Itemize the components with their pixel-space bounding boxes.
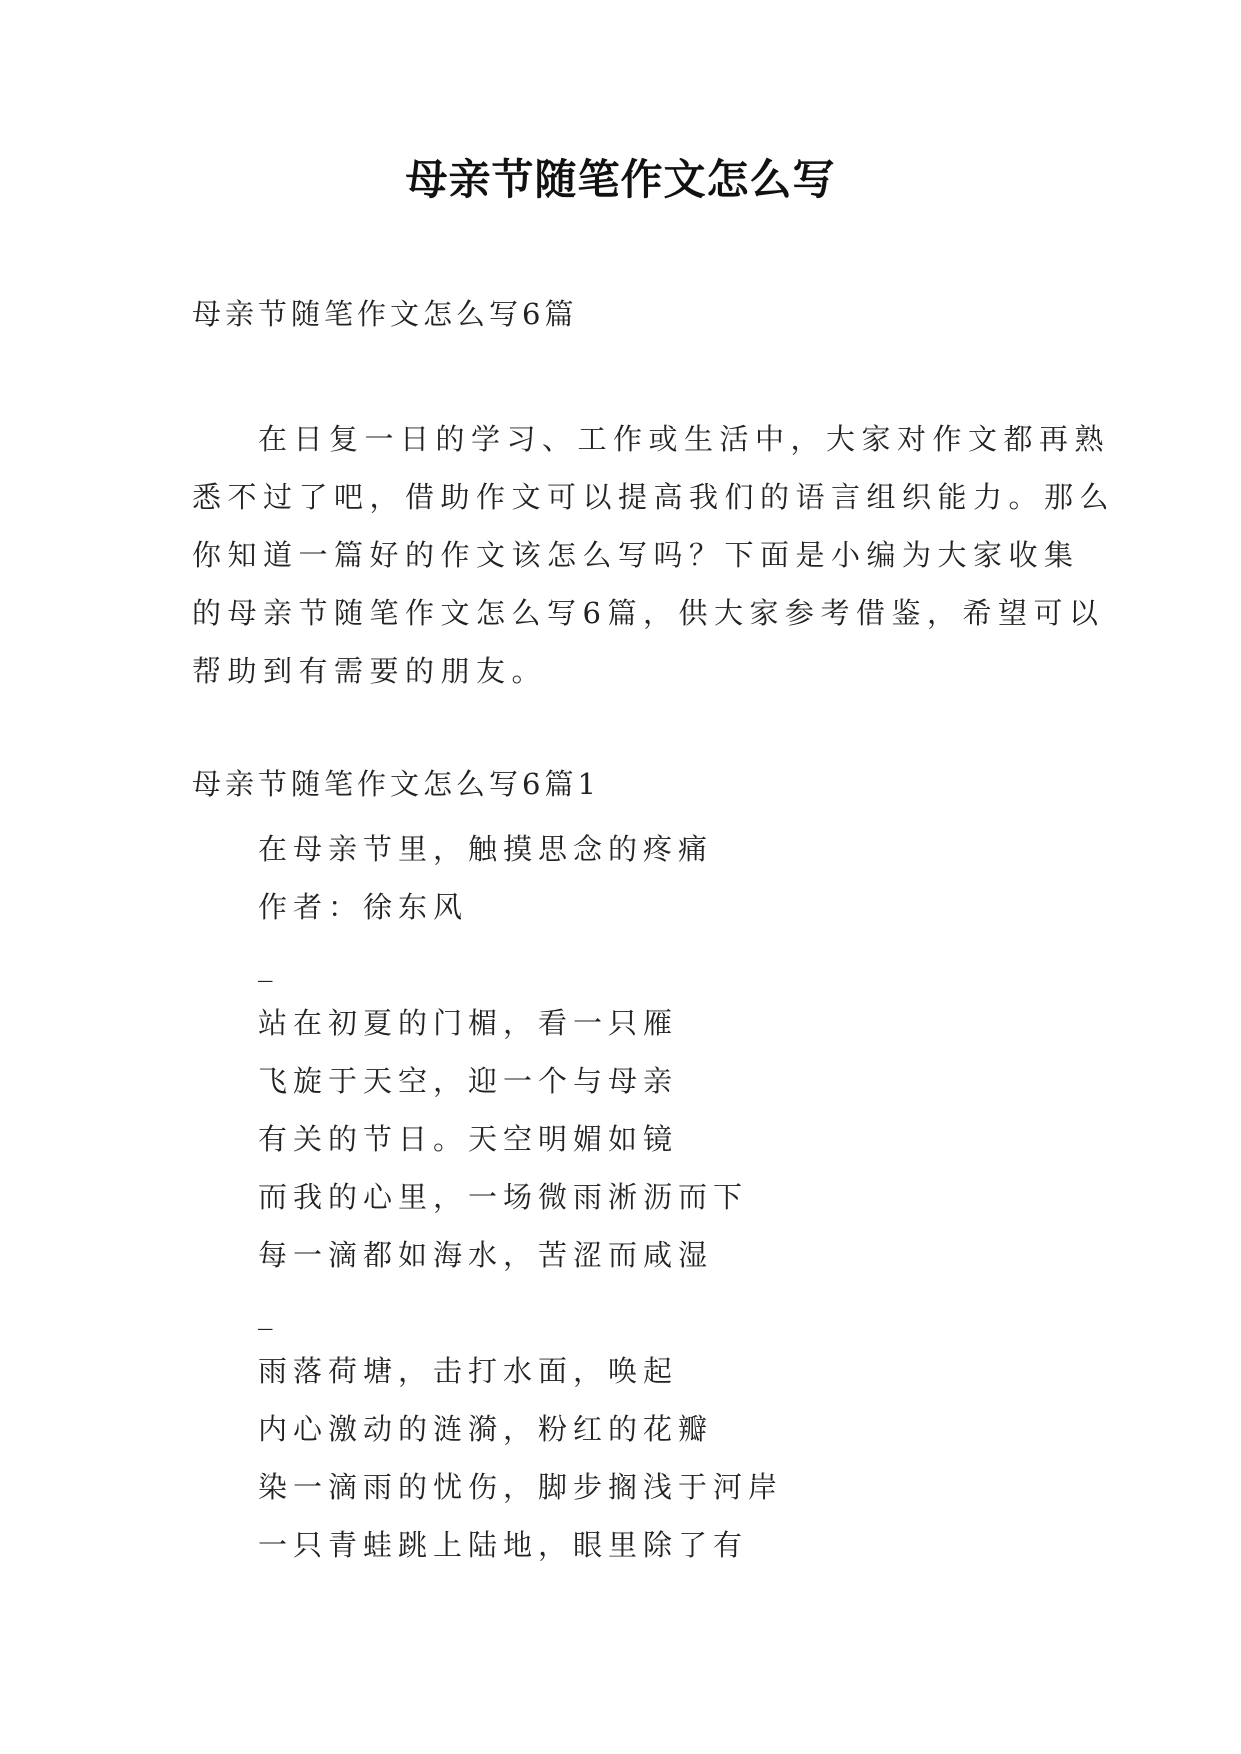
section-heading: 母亲节随笔作文怎么写6篇1 [192, 767, 600, 801]
poem-line: 雨落荷塘，击打水面，唤起 [258, 1354, 679, 1388]
poem-line: 有关的节日。天空明媚如镜 [258, 1122, 679, 1156]
poem-body [258, 820, 783, 1574]
poem-line: 内心激动的涟漪，粉红的花瓣 [258, 1412, 714, 1446]
intro-line: 你知道一篇好的作文该怎么写吗？下面是小编为大家收集 [192, 538, 1080, 572]
poem-line: 染一滴雨的忧伤，脚步搁浅于河岸 [258, 1470, 784, 1504]
document-title: 母亲节随笔作文怎么写 [405, 155, 836, 204]
poem-line: 站在初夏的门楣，看一只雁 [258, 1006, 679, 1040]
poem-line: 飞旋于天空，迎一个与母亲 [258, 1064, 679, 1098]
poem-line: 每一滴都如海水，苦涩而咸湿 [258, 1238, 714, 1272]
intro-line: 悉不过了吧，借助作文可以提高我们的语言组织能力。那么 [192, 480, 1116, 514]
intro-line: 在日复一日的学习、工作或生活中，大家对作文都再熟 [258, 422, 1111, 456]
poem-line: 而我的心里，一场微雨淅沥而下 [258, 1180, 749, 1214]
stanza-separator: _ [258, 1296, 279, 1330]
poem-title: 在母亲节里，触摸思念的疼痛 [258, 832, 714, 866]
intro-line: 帮助到有需要的朋友。 [192, 654, 548, 688]
stanza-separator: _ [258, 948, 279, 982]
poem-author: 作者：徐东风 [258, 890, 469, 924]
poem-line: 一只青蛙跳上陆地，眼里除了有 [258, 1528, 749, 1562]
document-subtitle: 母亲节随笔作文怎么写6篇 [192, 297, 578, 331]
intro-paragraph [192, 410, 1116, 700]
intro-line: 的母亲节随笔作文怎么写6篇，供大家参考借鉴，希望可以 [192, 596, 1105, 630]
